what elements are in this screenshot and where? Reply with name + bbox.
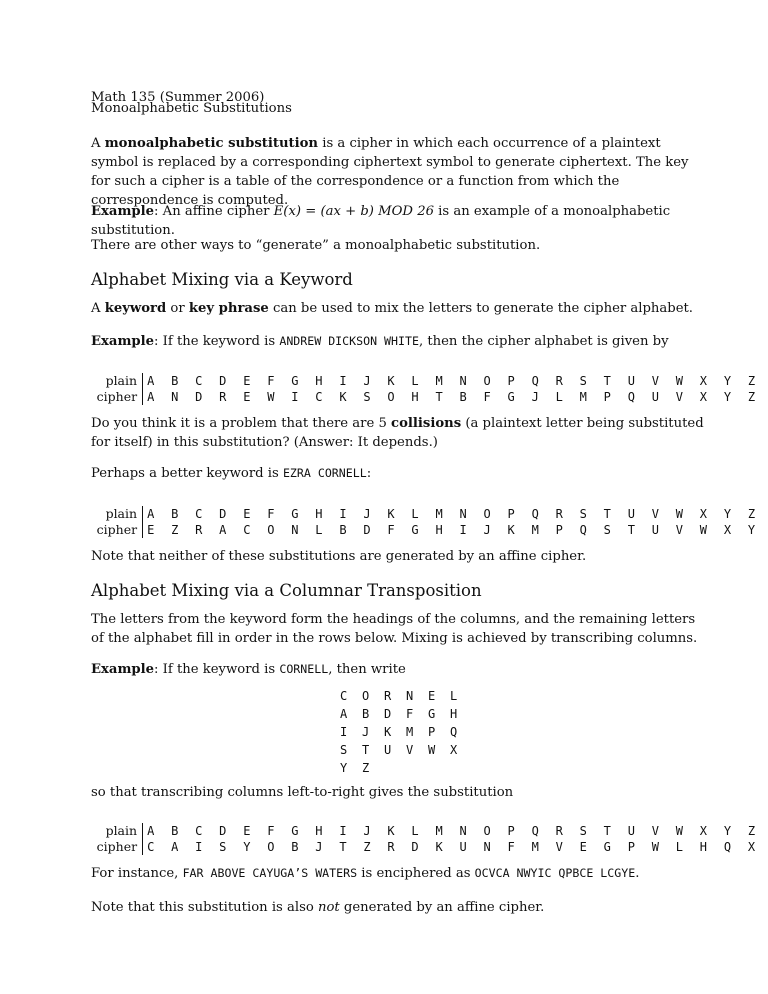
table-cell: M bbox=[531, 523, 539, 537]
table-cell: Y bbox=[723, 507, 732, 521]
table-cell: Y bbox=[723, 374, 732, 388]
final-post: generated by an affine cipher. bbox=[339, 900, 545, 915]
table-cell: V bbox=[651, 374, 659, 388]
table-cell: L bbox=[555, 390, 563, 404]
table-cell: A bbox=[147, 374, 155, 388]
table-cell: Z bbox=[171, 523, 179, 537]
table-cell: I bbox=[459, 523, 467, 537]
section-heading-columnar: Alphabet Mixing via a Columnar Transposition bbox=[91, 581, 482, 600]
table-cell: J bbox=[315, 840, 323, 854]
columnar-paragraph: The letters from the keyword form the headings of the columns, and the remaining letters of the alphabet fill in order in the rows below. Mixing is achieved by transcribing columns. bbox=[91, 612, 698, 646]
table-cell: J bbox=[363, 507, 371, 521]
table-cell: C bbox=[243, 523, 251, 537]
grid-cell bbox=[406, 759, 428, 777]
table-cell: R bbox=[195, 523, 203, 537]
plain-row bbox=[91, 506, 768, 522]
cipher-row bbox=[91, 522, 768, 538]
table-cell: N bbox=[459, 507, 467, 521]
other-ways-text: There are other ways to “generate” a monoalphabetic substitution. bbox=[91, 238, 541, 253]
grid-cell: F bbox=[406, 707, 414, 721]
collision-question bbox=[91, 414, 707, 452]
table-cell: B bbox=[171, 507, 179, 521]
cipher-label: cipher bbox=[91, 389, 143, 405]
table-cell: G bbox=[507, 390, 515, 404]
grid-cell bbox=[384, 759, 406, 777]
table-cell: N bbox=[291, 523, 299, 537]
table-cell: M bbox=[579, 390, 587, 404]
grid-cell: U bbox=[384, 743, 392, 757]
table-cell: B bbox=[459, 390, 467, 404]
table-cell: J bbox=[363, 824, 371, 838]
table-cell: O bbox=[267, 523, 275, 537]
example-post: , then the cipher alphabet is given by bbox=[418, 334, 669, 349]
table-cell: S bbox=[603, 523, 611, 537]
table-cell: G bbox=[291, 824, 299, 838]
table-cell: Q bbox=[723, 840, 732, 854]
table-cell: K bbox=[507, 523, 515, 537]
term-keyword: keyword bbox=[104, 301, 167, 316]
table-cell: B bbox=[339, 523, 347, 537]
table-cell: Z bbox=[363, 840, 371, 854]
grid-cell bbox=[450, 759, 472, 777]
table-cell: B bbox=[171, 824, 179, 838]
table-cell: P bbox=[627, 840, 635, 854]
table-cell: W bbox=[675, 824, 683, 838]
example-text: : An affine cipher bbox=[154, 204, 274, 219]
table-cell: U bbox=[627, 507, 635, 521]
table-cell: E bbox=[243, 374, 251, 388]
table-cell: T bbox=[627, 523, 635, 537]
keyword-ezra: EZRA CORNELL bbox=[282, 466, 367, 480]
table-cell: H bbox=[315, 374, 323, 388]
table-cell: O bbox=[483, 374, 491, 388]
keyword-andrew: ANDREW DICKSON WHITE bbox=[279, 334, 419, 348]
table-cell: M bbox=[435, 824, 443, 838]
table-cell: W bbox=[651, 840, 659, 854]
grid-cell: A bbox=[340, 707, 348, 721]
table-cell: H bbox=[411, 390, 419, 404]
cipher-row bbox=[91, 839, 768, 855]
table-cell: R bbox=[387, 840, 395, 854]
p1-rest: can be used to mix the letters to generate the cipher alphabet. bbox=[268, 301, 693, 316]
table-cell: N bbox=[171, 390, 179, 404]
table-cell: D bbox=[219, 374, 227, 388]
table-cell: X bbox=[699, 507, 708, 521]
table-cell: M bbox=[531, 840, 539, 854]
better-pre: Perhaps a better keyword is bbox=[91, 466, 283, 481]
grid-cell: I bbox=[340, 725, 348, 739]
table-cell: E bbox=[243, 507, 251, 521]
table-cell: I bbox=[339, 824, 347, 838]
intro-example bbox=[91, 202, 707, 240]
table-cell: C bbox=[147, 840, 155, 854]
final-note bbox=[91, 898, 707, 917]
table-cell: X bbox=[699, 824, 708, 838]
grid-cell: W bbox=[428, 743, 436, 757]
cipher-row bbox=[91, 389, 768, 405]
instance-post: . bbox=[635, 866, 640, 881]
table-cell: A bbox=[147, 824, 155, 838]
plain-label: plain bbox=[91, 506, 143, 522]
table-cell: V bbox=[651, 824, 659, 838]
table-cell: F bbox=[387, 523, 395, 537]
grid-row bbox=[340, 759, 472, 777]
grid-cell: Q bbox=[450, 725, 458, 739]
table-cell: F bbox=[267, 507, 275, 521]
table-cell: O bbox=[483, 824, 491, 838]
grid-cell: G bbox=[428, 707, 436, 721]
keyword-paragraph bbox=[91, 299, 707, 318]
table-cell: D bbox=[411, 840, 419, 854]
table-cell: W bbox=[675, 507, 683, 521]
table-cell: E bbox=[579, 840, 587, 854]
table-cell: Y bbox=[723, 824, 732, 838]
table-cell: D bbox=[219, 824, 227, 838]
table-cell: G bbox=[291, 507, 299, 521]
document-topic: Monoalphabetic Substitutions bbox=[91, 101, 292, 116]
ciphertext-example: OCVCA NWYIC QPBCE LCGYE bbox=[474, 866, 636, 880]
table-cell: C bbox=[195, 374, 203, 388]
table-cell: R bbox=[555, 824, 563, 838]
table-cell: Y bbox=[723, 390, 732, 404]
grid-cell: V bbox=[406, 743, 414, 757]
table-cell: N bbox=[483, 840, 491, 854]
table-cell: K bbox=[339, 390, 347, 404]
better-keyword bbox=[91, 464, 707, 483]
grid-cell: K bbox=[384, 725, 392, 739]
table-cell: T bbox=[603, 824, 611, 838]
table-cell: I bbox=[339, 374, 347, 388]
table-cell: O bbox=[267, 840, 275, 854]
grid-cell: P bbox=[428, 725, 436, 739]
substitution-table-2 bbox=[91, 506, 768, 538]
table-cell: O bbox=[483, 507, 491, 521]
cipher-label: cipher bbox=[91, 522, 143, 538]
term-collisions: collisions bbox=[391, 416, 462, 431]
table-cell: Z bbox=[747, 390, 756, 404]
table-cell: T bbox=[603, 374, 611, 388]
intro-article: A bbox=[91, 136, 105, 151]
table-cell: G bbox=[603, 840, 611, 854]
table-cell: S bbox=[579, 507, 587, 521]
example-label: Example bbox=[91, 334, 155, 349]
table-cell: P bbox=[507, 824, 515, 838]
table-cell: Q bbox=[627, 390, 635, 404]
example-pre: : If the keyword is bbox=[154, 662, 280, 677]
table-cell: U bbox=[651, 523, 659, 537]
table-cell: V bbox=[651, 507, 659, 521]
so-that-text: so that transcribing columns left-to-right gives the substitution bbox=[91, 785, 514, 800]
instance-mid: is enciphered as bbox=[357, 866, 475, 881]
columnar-example bbox=[91, 660, 707, 679]
example-label: Example bbox=[91, 204, 155, 219]
grid-cell: Y bbox=[340, 761, 348, 775]
table-cell: H bbox=[699, 840, 708, 854]
final-not: not bbox=[317, 900, 340, 915]
example-label: Example bbox=[91, 662, 155, 677]
table-cell: R bbox=[219, 390, 227, 404]
table-cell: E bbox=[243, 824, 251, 838]
table-cell: M bbox=[435, 374, 443, 388]
table-cell: S bbox=[579, 824, 587, 838]
table-cell: O bbox=[387, 390, 395, 404]
table-cell: L bbox=[315, 523, 323, 537]
table-cell: Q bbox=[531, 507, 539, 521]
table-cell: D bbox=[219, 507, 227, 521]
plain-label: plain bbox=[91, 373, 143, 389]
table-cell: E bbox=[147, 523, 155, 537]
table-cell: Q bbox=[531, 824, 539, 838]
table-cell: E bbox=[243, 390, 251, 404]
table-cell: K bbox=[387, 824, 395, 838]
affine-note: Note that neither of these substitutions are generated by an affine cipher. bbox=[91, 549, 587, 564]
table-cell: H bbox=[315, 824, 323, 838]
table-cell: Y bbox=[747, 523, 756, 537]
table-cell: B bbox=[171, 374, 179, 388]
q-post: (a plaintext letter being substituted for itself) in this substitution? (Answer: It depends.) bbox=[91, 416, 704, 450]
final-pre: Note that this substitution is also bbox=[91, 900, 318, 915]
grid-cell: E bbox=[428, 689, 436, 703]
p1-or: or bbox=[166, 301, 189, 316]
table-cell: D bbox=[363, 523, 371, 537]
plain-row bbox=[91, 823, 768, 839]
grid-cell: J bbox=[362, 725, 370, 739]
plaintext-example: FAR ABOVE CAYUGA’S WATERS bbox=[182, 866, 358, 880]
table-cell: C bbox=[195, 824, 203, 838]
table-cell: K bbox=[435, 840, 443, 854]
grid-cell: S bbox=[340, 743, 348, 757]
p1-a: A bbox=[91, 301, 105, 316]
table-cell: N bbox=[459, 824, 467, 838]
table-cell: L bbox=[411, 507, 419, 521]
table-cell: U bbox=[627, 824, 635, 838]
q-pre: Do you think it is a problem that there are 5 bbox=[91, 416, 392, 431]
table-cell: Z bbox=[747, 824, 756, 838]
table-cell: U bbox=[459, 840, 467, 854]
table-cell: Q bbox=[579, 523, 587, 537]
table-cell: X bbox=[723, 523, 732, 537]
table-cell: S bbox=[579, 374, 587, 388]
table-cell: D bbox=[195, 390, 203, 404]
table-cell: I bbox=[291, 390, 299, 404]
grid-row bbox=[340, 705, 472, 723]
table-cell: Z bbox=[747, 374, 756, 388]
table-cell: P bbox=[507, 374, 515, 388]
table-cell: Z bbox=[747, 507, 756, 521]
table-cell: V bbox=[675, 390, 683, 404]
table-cell: P bbox=[507, 507, 515, 521]
grid-row bbox=[340, 741, 472, 759]
plain-row bbox=[91, 373, 768, 389]
table-cell: V bbox=[555, 840, 563, 854]
table-cell: S bbox=[219, 840, 227, 854]
table-cell: Y bbox=[243, 840, 251, 854]
grid-cell: R bbox=[384, 689, 392, 703]
table-cell: J bbox=[483, 523, 491, 537]
example-post: , then write bbox=[328, 662, 406, 677]
table-cell: P bbox=[555, 523, 563, 537]
plain-label: plain bbox=[91, 823, 143, 839]
columnar-grid bbox=[340, 687, 472, 777]
table-cell: I bbox=[195, 840, 203, 854]
table-cell: U bbox=[651, 390, 659, 404]
keyword-cornell: CORNELL bbox=[279, 662, 329, 676]
table-cell: W bbox=[267, 390, 275, 404]
grid-cell: B bbox=[362, 707, 370, 721]
table-cell: V bbox=[675, 523, 683, 537]
grid-row bbox=[340, 687, 472, 705]
table-cell: A bbox=[147, 390, 155, 404]
keyword-example bbox=[91, 332, 707, 351]
table-cell: J bbox=[531, 390, 539, 404]
grid-cell: O bbox=[362, 689, 370, 703]
better-post: : bbox=[366, 466, 372, 481]
section-heading-keyword: Alphabet Mixing via a Keyword bbox=[91, 270, 353, 289]
table-cell: X bbox=[699, 390, 708, 404]
table-cell: R bbox=[555, 374, 563, 388]
table-cell: K bbox=[387, 374, 395, 388]
table-cell: N bbox=[459, 374, 467, 388]
grid-cell: M bbox=[406, 725, 414, 739]
instance-pre: For instance, bbox=[91, 866, 183, 881]
substitution-table-1 bbox=[91, 373, 768, 405]
intro-paragraph bbox=[91, 134, 707, 210]
table-cell: G bbox=[411, 523, 419, 537]
course-title: Math 135 (Summer 2006) bbox=[91, 90, 265, 105]
table-cell: T bbox=[339, 840, 347, 854]
table-cell: H bbox=[435, 523, 443, 537]
table-cell: T bbox=[603, 507, 611, 521]
grid-cell: N bbox=[406, 689, 414, 703]
grid-cell: D bbox=[384, 707, 392, 721]
table-cell: F bbox=[267, 824, 275, 838]
grid-cell: C bbox=[340, 689, 348, 703]
grid-cell bbox=[428, 759, 450, 777]
grid-cell: X bbox=[450, 743, 458, 757]
table-cell: U bbox=[627, 374, 635, 388]
table-cell: C bbox=[315, 390, 323, 404]
table-cell: W bbox=[699, 523, 708, 537]
table-cell: A bbox=[219, 523, 227, 537]
table-cell: Q bbox=[531, 374, 539, 388]
table-cell: W bbox=[675, 374, 683, 388]
table-cell: C bbox=[195, 507, 203, 521]
table-cell: H bbox=[315, 507, 323, 521]
table-cell: R bbox=[555, 507, 563, 521]
table-cell: F bbox=[267, 374, 275, 388]
table-cell: X bbox=[747, 840, 756, 854]
intro-definition: is a cipher in which each occurrence of a plaintext symbol is replaced by a corresponding ciphertext symbol to generate ciphertext. The key for such a cipher is a table of the correspondence or a function from which the correspondence is computed. bbox=[91, 136, 689, 208]
example-pre: : If the keyword is bbox=[154, 334, 280, 349]
table-cell: L bbox=[411, 824, 419, 838]
table-cell: J bbox=[363, 374, 371, 388]
table-cell: I bbox=[339, 507, 347, 521]
encipher-example bbox=[91, 864, 721, 883]
table-cell: M bbox=[435, 507, 443, 521]
table-cell: K bbox=[387, 507, 395, 521]
grid-cell: Z bbox=[362, 761, 370, 775]
grid-cell: L bbox=[450, 689, 458, 703]
table-cell: T bbox=[435, 390, 443, 404]
term-key-phrase: key phrase bbox=[188, 301, 269, 316]
grid-cell: H bbox=[450, 707, 458, 721]
table-cell: B bbox=[291, 840, 299, 854]
table-cell: L bbox=[411, 374, 419, 388]
cipher-label: cipher bbox=[91, 839, 143, 855]
table-cell: P bbox=[603, 390, 611, 404]
affine-formula: E(x) = (ax + b) MOD 26 bbox=[273, 204, 434, 219]
example-text-end: is an example of a monoalphabetic substitution. bbox=[91, 204, 671, 238]
intro-term: monoalphabetic substitution bbox=[104, 136, 319, 151]
table-cell: A bbox=[147, 507, 155, 521]
table-cell: S bbox=[363, 390, 371, 404]
substitution-table-3 bbox=[91, 823, 768, 855]
table-cell: X bbox=[699, 374, 708, 388]
table-cell: A bbox=[171, 840, 179, 854]
table-cell: G bbox=[291, 374, 299, 388]
table-cell: L bbox=[675, 840, 683, 854]
grid-row bbox=[340, 723, 472, 741]
table-cell: F bbox=[507, 840, 515, 854]
grid-cell: T bbox=[362, 743, 370, 757]
table-cell: F bbox=[483, 390, 491, 404]
